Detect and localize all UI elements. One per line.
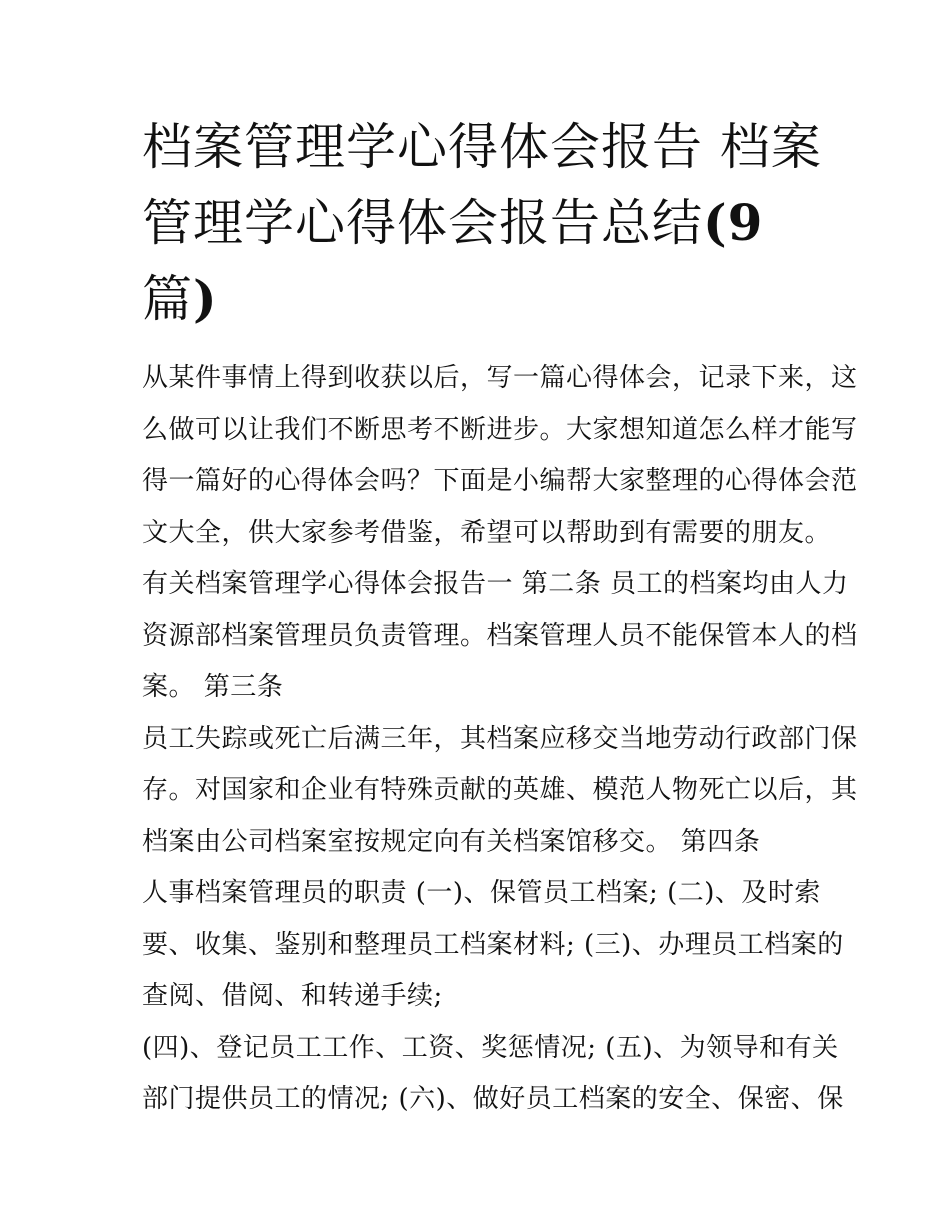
title-line-2-text: 管理学心得体会报告总结 [142, 194, 703, 252]
body-line: 文大全，供大家参考借鉴，希望可以帮助到有需要的朋友。 [142, 517, 832, 548]
body-line: 要、收集、鉴别和整理员工档案材料; (三)、办理员工档案的 [142, 929, 844, 960]
title-line-3-paren: ) [193, 269, 218, 328]
body-line: 资源部档案管理员负责管理。档案管理人员不能保管本人的档 [142, 620, 858, 651]
title-line-1: 档案管理学心得体会报告 档案 [142, 118, 822, 176]
body-line: 人事档案管理员的职责 (一)、保管员工档案; (二)、及时索 [142, 878, 821, 908]
body-line: 查阅、借阅、和转递手续; [142, 981, 443, 1011]
body-line: 得一篇好的心得体会吗？下面是小编帮大家整理的心得体会范 [142, 466, 858, 496]
body-line: 案。 第三条 [142, 672, 284, 702]
body-line: 有关档案管理学心得体会报告一 第二条 员工的档案均由人力 [142, 569, 849, 599]
body-line: 员工失踪或死亡后满三年，其档案应移交当地劳动行政部门保 [142, 723, 858, 754]
body-line: 从某件事情上得到收获以后，写一篇心得体会，记录下来，这 [142, 363, 858, 393]
title-line-3 [142, 261, 822, 337]
body-line: 部门提供员工的情况; (六)、做好员工档案的安全、保密、保 [142, 1084, 844, 1114]
body-line: 存。对国家和企业有特殊贡献的英雄、模范人物死亡以后，其 [142, 775, 858, 805]
body-line: 么做可以让我们不断思考不断进步。大家想知道怎么样才能写 [142, 414, 858, 445]
title-line-2 [142, 185, 822, 261]
document-title [142, 110, 822, 337]
title-line-3-text: 篇 [142, 270, 193, 328]
title-line-2-count: (9 [703, 193, 764, 252]
body-line: (四)、登记员工工作、工资、奖惩情况; (五)、为领导和有关 [142, 1032, 839, 1063]
body-line: 档案由公司档案室按规定向有关档案馆移交。 第四条 [142, 826, 761, 857]
document-body [142, 357, 858, 1130]
